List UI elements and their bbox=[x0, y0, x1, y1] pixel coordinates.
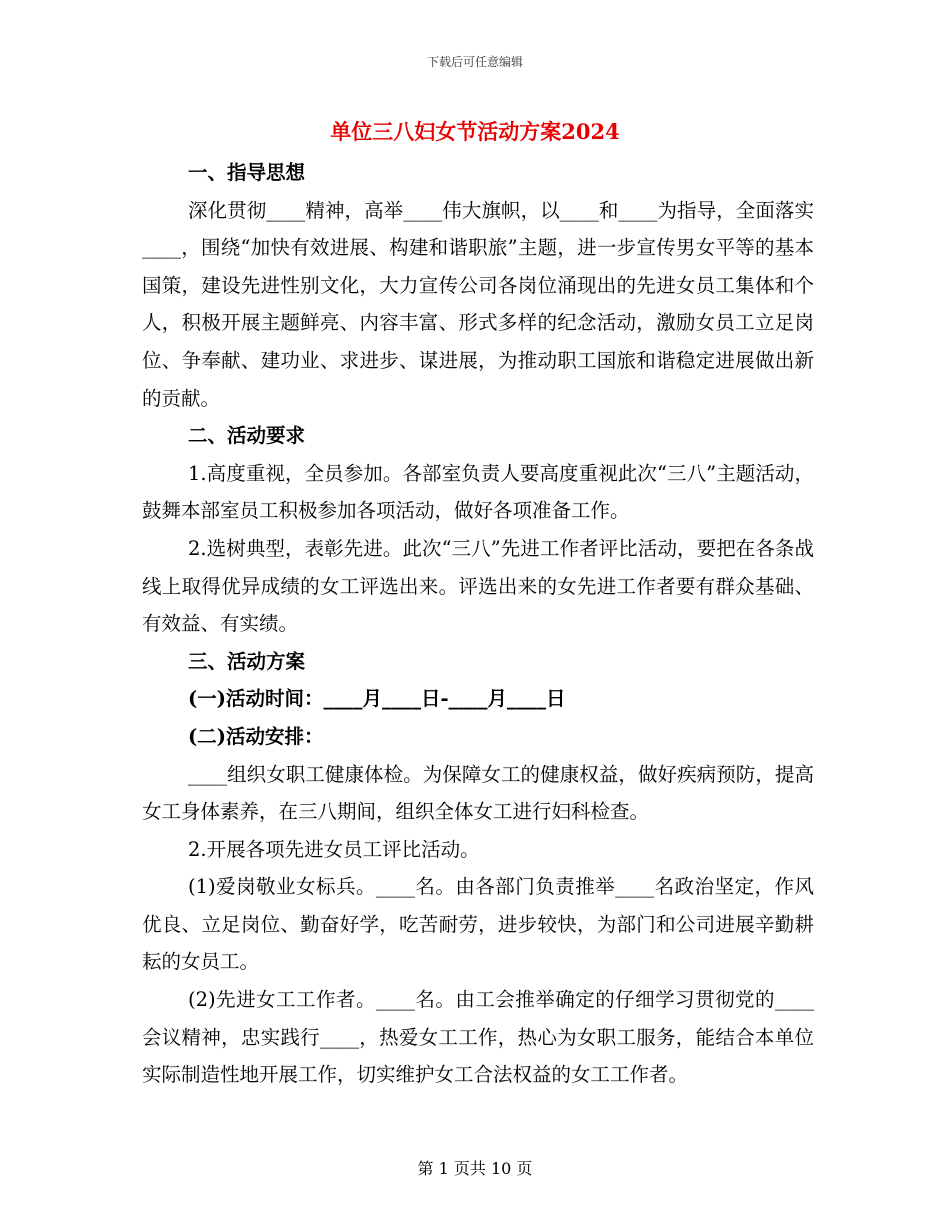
section-heading-2: 二、活动要求 bbox=[188, 424, 306, 448]
page-number: 第 1 页共 10 页 bbox=[417, 1159, 533, 1178]
paragraph: 1.高度重视，全员参加。各部室负责人要高度重视此次“三八”主题活动，鼓舞本部室员工积极参加各项活动，做好各项准备工作。 bbox=[142, 461, 814, 523]
paragraph: 2.开展各项先进女员工评比活动。 bbox=[188, 837, 480, 861]
paragraph: ____组织女职工健康体检。为保障女工的健康权益，做好疾病预防，提高女工身体素养，在三八期间，组织全体女工进行妇科检查。 bbox=[142, 762, 814, 824]
section-heading-3: 三、活动方案 bbox=[188, 649, 306, 673]
section-heading-1: 一、指导思想 bbox=[188, 161, 306, 184]
paragraph: (1)爱岗敬业女标兵。____名。由各部门负责推举____名政治坚定，作风优良、立足岗位、勤奋好学，吃苦耐劳，进步较快，为部门和公司进展辛勤耕耘的女员工。 bbox=[142, 875, 814, 974]
paragraph: 深化贯彻____精神，高举____伟大旗帜，以____和____为指导，全面落实____，围绕“加快有效进展、构建和谐职旅”主题，进一步宣传男女平等的基本国策，建设先进性别文化，大力宣传公司各岗位涌现出的先进女员工集体和个人，积极开展主题鲜亮、内容丰富、形式多样的纪念活动，激励女员工立足岗位、争奉献、建功业、求进步、谋进展，为推动职工国旅和谐稳定进展做出新的贡献。 bbox=[142, 198, 814, 410]
document-title: 单位三八妇女节活动方案2024 bbox=[330, 119, 620, 144]
page-header: 下载后可任意编辑 bbox=[426, 55, 523, 69]
paragraph: 2.选树典型，表彰先进。此次“三八”先进工作者评比活动，要把在各条战线上取得优异成绩的女工评选出来。评选出来的女先进工作者要有群众基础、有效益、有实绩。 bbox=[142, 536, 814, 636]
document-body bbox=[142, 154, 814, 1094]
paragraph: (2)先进女工工作者。____名。由工会推举确定的仔细学习贯彻党的____会议精神，忠实践行____，热爱女工工作，热心为女职工服务，能结合本单位实际制造性地开展工作，切实维护女工合法权益的女工工作者。 bbox=[142, 988, 814, 1087]
activity-time: (一)活动时间：____月____日-____月____日 bbox=[188, 687, 566, 711]
activity-arrangement-heading: (二)活动安排： bbox=[188, 724, 324, 748]
